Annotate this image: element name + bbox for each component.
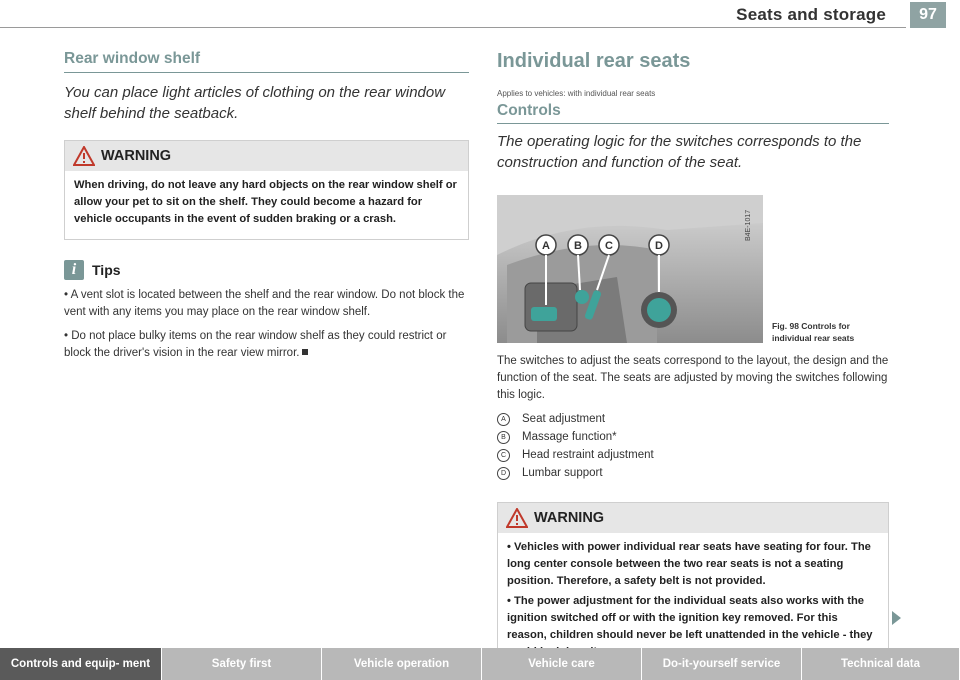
footer-tabs — [0, 648, 960, 680]
controls-subheading: Controls — [497, 102, 889, 124]
individual-rear-seats-heading: Individual rear seats — [497, 50, 691, 72]
tab-vehicle-care[interactable]: Vehicle care — [482, 648, 642, 680]
legend-list — [497, 410, 889, 482]
warning-triangle-icon — [73, 146, 95, 166]
header-rule — [0, 27, 906, 28]
warning-header — [65, 141, 468, 171]
tab-safety-first[interactable]: Safety first — [162, 648, 322, 680]
warning-label: WARNING — [101, 148, 172, 164]
controls-body: The switches to adjust the seats correspond to the layout, the design and the function of the seat. The seats are adjusted by moving the switches following this logic. — [497, 355, 889, 401]
tab-vehicle-operation[interactable]: Vehicle operation — [322, 648, 482, 680]
figure-marker-b: B — [574, 240, 582, 252]
warning-triangle-icon — [506, 508, 528, 528]
tips-header — [64, 260, 469, 280]
figure-caption — [772, 320, 854, 344]
tab-controls-and-equipment[interactable]: Controls and equip- ment — [0, 648, 162, 680]
legend-key-circle: C — [497, 449, 510, 462]
figure-marker-c: C — [605, 240, 613, 252]
applies-to-note: Applies to vehicles: with individual rear seats — [497, 89, 656, 98]
warning-item: • The power adjustment for the individual seats also works with the ignition switched off or with the ignition key removed. For this reason, children should never be left unattended in the vehicle - they — [507, 595, 873, 641]
page-number: 97 — [910, 2, 946, 28]
tab-do-it-yourself-service[interactable]: Do-it-yourself service — [642, 648, 802, 680]
left-column — [64, 50, 469, 362]
warning-header — [498, 503, 888, 533]
warning-label: WARNING — [534, 510, 605, 526]
rear-window-shelf-intro: You can place light articles of clothing on the rear window shelf behind the seatback. — [64, 84, 446, 122]
right-column — [497, 50, 889, 673]
legend-label: Lumbar support — [522, 467, 603, 479]
legend-item — [497, 464, 889, 482]
continue-arrow-icon — [892, 611, 901, 625]
figure-caption-line: Fig. 98 Controls for — [772, 321, 850, 331]
legend-label: Head restraint adjustment — [522, 449, 654, 461]
info-icon: i — [64, 260, 84, 280]
tip-item — [64, 328, 469, 362]
tips-label: Tips — [92, 262, 121, 278]
warning-box — [64, 140, 469, 240]
legend-key-circle: B — [497, 431, 510, 444]
controls-intro: The operating logic for the switches corresponds to the construction and function of the seat. — [497, 133, 862, 171]
legend-item — [497, 428, 889, 446]
legend-key-circle: A — [497, 413, 510, 426]
tab-technical-data[interactable]: Technical data — [802, 648, 960, 680]
legend-item — [497, 410, 889, 428]
warning-text — [65, 171, 468, 239]
figure-caption-line: individual rear seats — [772, 333, 855, 343]
rear-window-shelf-heading: Rear window shelf — [64, 50, 469, 73]
tip-item: • A vent slot is located between the shelf and the rear window. Do not block the vent with any items you may place on the rear window shelf. — [64, 289, 465, 318]
figure-marker-d: D — [655, 240, 663, 252]
legend-item — [497, 446, 889, 464]
tip-text: • Do not place bulky items on the rear window shelf as they could restrict or block the driver's vision in the rear view mirror. — [64, 330, 447, 359]
warning-paragraph: When driving, do not leave any hard objects on the rear window shelf or allow your pet to sit on the shelf. They could become a hazard for vehicle occupants in the event of sudden braking or a crash. — [74, 179, 457, 225]
legend-key-circle: D — [497, 467, 510, 480]
end-of-section-icon — [302, 349, 308, 355]
figure-marker-a: A — [542, 240, 550, 252]
figure-code: B4E-1017 — [745, 209, 752, 241]
section-title: Seats and storage — [736, 5, 886, 24]
legend-label: Massage function* — [522, 431, 617, 443]
warning-item: • Vehicles with power individual rear seats have seating for four. The long center console between the two rear seats is not a seating position. Therefore, a safety belt is not provided. — [507, 541, 871, 587]
figure — [497, 195, 889, 345]
seat-controls-image — [497, 195, 763, 343]
legend-label: Seat adjustment — [522, 413, 606, 425]
